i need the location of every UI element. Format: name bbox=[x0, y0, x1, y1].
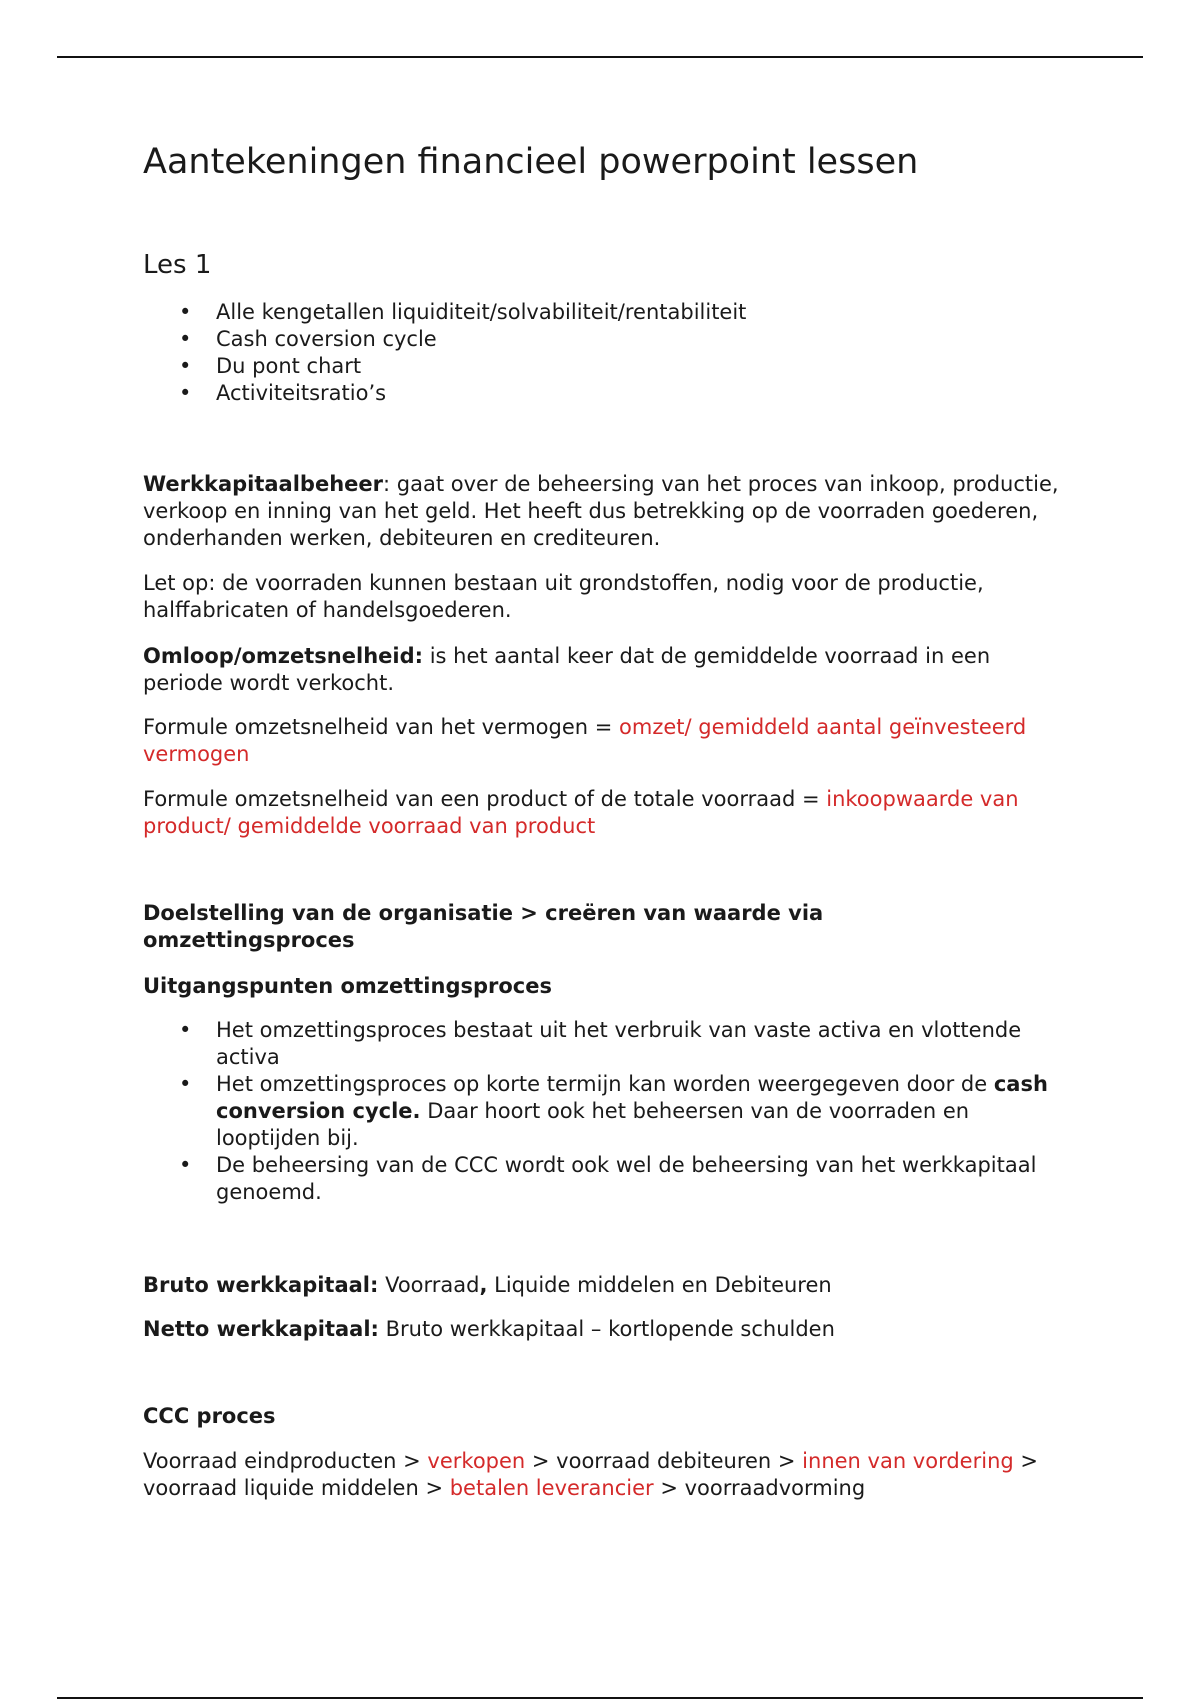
list-item bbox=[143, 1071, 1073, 1152]
let-op-paragraph: Let op: de voorraden kunnen bestaan uit grondstoffen, nodig voor de productie, halffabricaten of handelsgoederen. bbox=[143, 571, 984, 622]
list-item: • Het omzettingsproces bestaat uit het verbruik van vaste activa en vlottende activa bbox=[143, 1017, 1073, 1071]
bruto-text-a: Voorraad bbox=[378, 1273, 480, 1297]
list-item: • Alle kengetallen liquiditeit/solvabiliteit/rentabiliteit bbox=[143, 299, 1063, 326]
formule-voorraad bbox=[143, 786, 1063, 840]
formule-vermogen bbox=[143, 714, 1063, 768]
ccc-step: > voorraad liquide middelen > bbox=[143, 1449, 1038, 1500]
formule-voorraad-highlight: inkoopwaarde van product/ gemiddelde voorraad van product bbox=[143, 787, 1019, 838]
topics-list-wrapper bbox=[143, 299, 1063, 407]
list-item: • Activiteitsratio’s bbox=[143, 380, 1063, 407]
doelstelling-heading: Doelstelling van de organisatie > creëren van waarde via omzettingsproces bbox=[143, 901, 824, 952]
list-item-text: Het omzettingsproces op korte termijn kan worden weergegeven door de bbox=[216, 1072, 994, 1096]
list-item-text: Daar hoort ook het beheersen van de voorraden en looptijden bij. bbox=[216, 1099, 970, 1150]
list-item: • Du pont chart bbox=[143, 353, 1063, 380]
document-title: Aantekeningen financieel powerpoint lessen bbox=[143, 142, 919, 182]
uitgangspunten-heading: Uitgangspunten omzettingsproces bbox=[143, 974, 552, 998]
bruto-werkkapitaal bbox=[143, 1272, 1063, 1299]
uitgangspunten-list bbox=[143, 1017, 1073, 1206]
netto-term: Netto werkkapitaal: bbox=[143, 1317, 379, 1341]
cash-conversion-cycle-term: cash conversion cycle. bbox=[216, 1072, 1048, 1123]
formule-voorraad-prefix: Formule omzetsnelheid van een product of de totale voorraad = bbox=[143, 787, 827, 811]
werkkapitaalbeheer-paragraph bbox=[143, 471, 1063, 552]
ccc-action: betalen leverancier bbox=[449, 1476, 654, 1500]
bruto-comma: , bbox=[479, 1273, 488, 1297]
bruto-term: Bruto werkkapitaal: bbox=[143, 1273, 379, 1297]
werkkapitaalbeheer-term: Werkkapitaalbeheer bbox=[143, 472, 383, 496]
ccc-heading: CCC proces bbox=[143, 1404, 276, 1428]
list-item: • Cash coversion cycle bbox=[143, 326, 1063, 353]
formule-vermogen-prefix: Formule omzetsnelheid van het vermogen = bbox=[143, 715, 620, 739]
ccc-step: Voorraad eindproducten > bbox=[143, 1449, 428, 1473]
werkkapitaalbeheer-text: : gaat over de beheersing van het proces van inkoop, productie, verkoop en inning van het geld. Het heeft dus betrekking op de voorraden goederen, onderhanden werken, debiteuren en crediteuren. bbox=[143, 472, 1059, 550]
bottom-rule bbox=[57, 1697, 1143, 1699]
ccc-step: > voorraad debiteuren > bbox=[525, 1449, 803, 1473]
lesson-heading: Les 1 bbox=[143, 250, 212, 280]
bruto-text-b: Liquide middelen en Debiteuren bbox=[487, 1273, 832, 1297]
ccc-step: > voorraadvorming bbox=[653, 1476, 866, 1500]
netto-werkkapitaal bbox=[143, 1316, 1063, 1343]
top-rule bbox=[57, 56, 1143, 58]
formule-vermogen-highlight: omzet/ gemiddeld aantal geïnvesteerd vermogen bbox=[143, 715, 1027, 766]
omloop-text: is het aantal keer dat de gemiddelde voorraad in een periode wordt verkocht. bbox=[143, 644, 991, 695]
ccc-action: verkopen bbox=[427, 1449, 526, 1473]
ccc-flow bbox=[143, 1448, 1078, 1502]
omloop-paragraph bbox=[143, 643, 1063, 697]
list-item: • De beheersing van de CCC wordt ook wel de beheersing van het werkkapitaal genoemd. bbox=[143, 1152, 1073, 1206]
omloop-term: Omloop/omzetsnelheid: bbox=[143, 644, 424, 668]
ccc-action: innen van vordering bbox=[802, 1449, 1014, 1473]
uitgangspunten-list-wrapper bbox=[143, 1017, 1073, 1206]
netto-text: Bruto werkkapitaal – kortlopende schulden bbox=[378, 1317, 835, 1341]
topics-list bbox=[143, 299, 1063, 407]
